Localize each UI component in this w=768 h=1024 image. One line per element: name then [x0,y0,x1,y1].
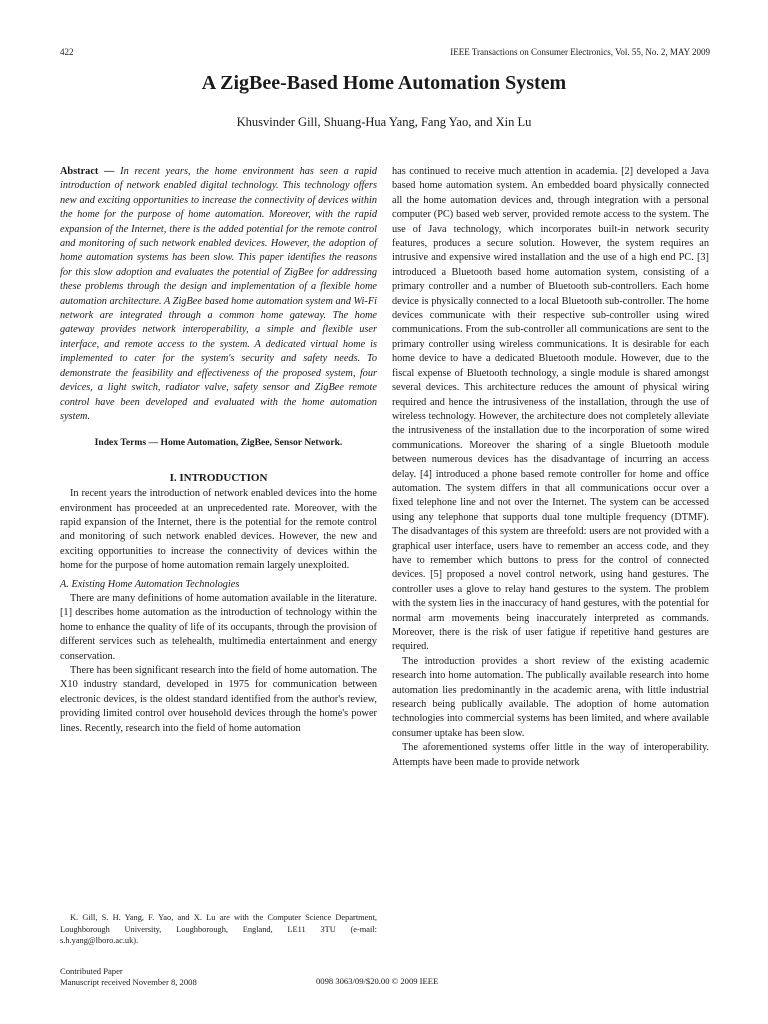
contributed-paper-label: Contributed Paper [60,966,123,976]
manuscript-received-date: Manuscript received November 8, 2008 [60,977,197,987]
abstract-label: Abstract — [60,166,115,177]
abstract-text: In recent years, the home environment has seen a rapid introduction of network enabled digital technology. This technology offers new and exciting opportunities to increase the connectivity of devices within the home for the purpose of home automation. Moreover, with the rapid expansion of the Internet, there is the added potential for the remote control and monitoring of such network enabled devices. However, the adoption of home automation systems has been slow. This paper identifies the reasons for this slow adoption and evaluates the potential of ZigBee for addressing these problems through the design and implementation of a flexible home automation architecture. A ZigBee based home automation system and Wi-Fi network are integrated through a common home gateway. The home gateway provides network interoperability, a simple and flexible user interface, and remote access to the system. A dedicated virtual home is implemented to cater for the system's security and safety needs. To demonstrate the feasibility and effectiveness of the proposed system, four devices, a light switch, radiator valve, safety sensor and ZigBee remote control have been developed and evaluated with the home automation system. [60,166,377,422]
right-paragraph-3: The aforementioned systems offer little in the way of interoperability. Attempts have been made to provide network [392,742,709,768]
index-terms: Index Terms — Home Automation, ZigBee, Sensor Network. [94,437,343,449]
page-number: 422 [60,47,74,57]
intro-paragraph-2: There are many definitions of home automation available in the literature. [1] describes home automation as the introduction of technology within the home to enhance the quality of life of its occupants, through the provision of different services such as telehealth, multimedia entertainment and energy conservation. [60,592,377,662]
author-affiliation-footnote: K. Gill, S. H. Yang, F. Yao, and X. Lu are with the Computer Science Department, Loughborough University, Loughborough, England, LE11 3TU (e-mail: s.h.yang@lboro.ac.uk). [60,913,377,946]
abstract [60,165,377,424]
left-column [60,165,377,736]
intro-paragraph-3: There has been significant research into the field of home automation. The X10 industry standard, developed in 1975 for communication between electronic devices, is the oldest standard identified from the author's review, providing limited control over household devices through the home's power lines. Recently, research into the field of home automation [60,665,377,734]
journal-header: IEEE Transactions on Consumer Electronics, Vol. 55, No. 2, MAY 2009 [450,47,710,57]
paper-title: A ZigBee-Based Home Automation System [201,72,567,94]
manuscript-info [60,966,197,988]
section-heading-introduction: I. INTRODUCTION [169,471,268,484]
subsection-heading: A. Existing Home Automation Technologies [60,578,240,590]
right-column [392,165,709,770]
copyright-notice: 0098 3063/09/$20.00 © 2009 IEEE [316,976,439,986]
intro-paragraph-1: In recent years the introduction of network enabled devices into the home environment has proceeded at an unprecedented rate. Moreover, with the rapid expansion of the Internet, there is the potential for the remote control and monitoring of such network enabled devices. However, the new and exciting opportunities to increase the connectivity of devices within the home for the purpose of home automation remain largely unexploited. [60,488,377,572]
author-list: Khusvinder Gill, Shuang-Hua Yang, Fang Yao, and Xin Lu [236,115,532,129]
right-paragraph-2: The introduction provides a short review of the existing academic research into home automation. The publically available research into home automation lies predominantly in the academic arena, with little industrial research being publically available. The adoption of home automation technologies into commercial systems has been limited, and where available consumer uptake has been slow. [392,655,709,739]
right-paragraph-1: has continued to receive much attention in academia. [2] developed a Java based home automation system. An embedded board physically connected all the home automation devices and, through integration with a personal computer (PC) based web server, provided remote access to the system. The use of Java technology, which incorporates built-in network security features, produces a secure solution. However, the system requires an intrusive and expensive wired installation and the use of a high end PC. [3] introduced a Bluetooth based home automation system, consisting of a primary controller and a number of Bluetooth sub-controllers. Each home device is physically connected to a local Bluetooth sub-controller. The home devices communicate with their respective sub-controller using wired communications. From the sub-controller all communications are sent to the primary controller using wireless communications. It is desirable for each home device to have a dedicated Bluetooth module. However, due to the fiscal expense of Bluetooth technology, a single module is shared amongst several devices. This architecture reduces the amount of physical wiring required and hence the intrusiveness of the installation, through the use of wireless technology. However, the architecture does not completely alleviate the intrusiveness of the installation due to the incorporation of some wired communications. Moreover the sharing of a single Bluetooth module between numerous devices has the disadvantage of incurring an access delay. [4] introduced a phone based remote controller for home and office automation. The system differs in that all communications occur over a fixed telephone line and not over the Internet. The system can be accessed using any telephone that supports dual tone multiple frequency (DTMF). The disadvantages of this system are threefold: users are not provided with a graphical user interface, users have to remember an access code, and they have to remember which buttons to press for the control of connected devices. [5] proposed a novel control network, using hand gestures. The controller uses a glove to relay hand gestures to the system. The problem with the system lies in the inaccuracy of hand gestures, with the potential for normal arm movements being inaccurately interpreted as commands. Moreover, there is the risk of user fatigue if repetitive hand gestures are required. [392,166,709,653]
